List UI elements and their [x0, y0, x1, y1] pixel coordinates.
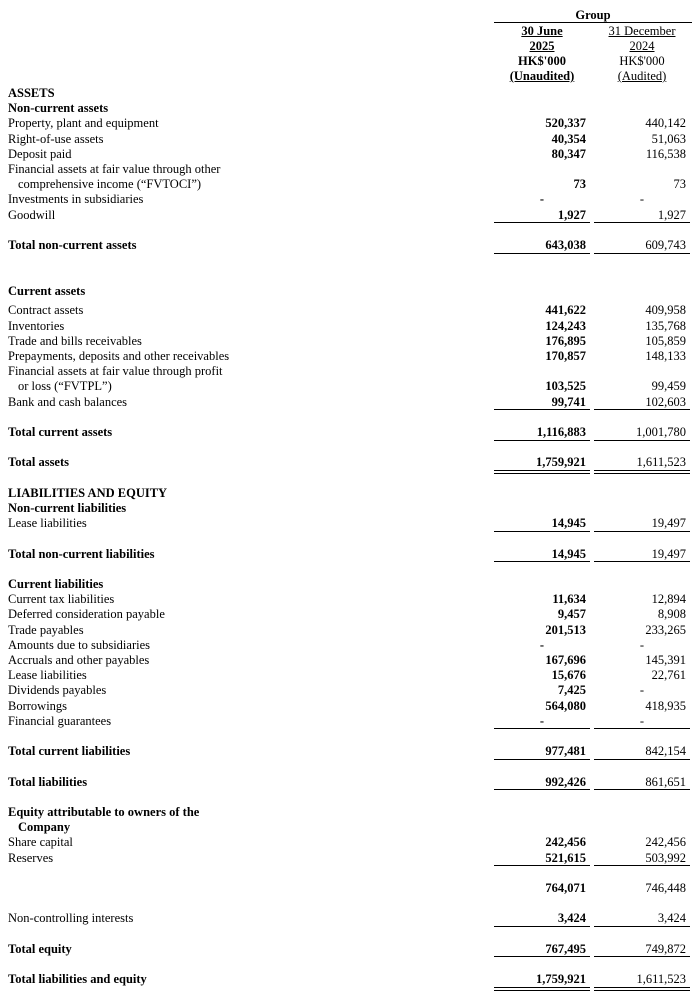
underline-rule-prior	[594, 987, 690, 991]
value-current: 7,425	[557, 683, 586, 698]
row-label: ASSETS	[8, 86, 55, 100]
value-current: 15,676	[551, 668, 586, 683]
value-current: 73	[573, 177, 586, 192]
value-prior: 19,497	[651, 516, 686, 531]
underline-rule-prior	[594, 789, 690, 790]
value-prior: 19,497	[651, 546, 686, 561]
underline-rule-prior	[594, 759, 690, 760]
row-label: Trade payables	[8, 622, 84, 637]
row-label: Current tax liabilities	[8, 592, 115, 607]
value-prior: 1,001,780	[636, 424, 686, 439]
underline-rule-prior	[594, 561, 690, 562]
value-prior: 749,872	[645, 941, 686, 956]
statement-row	[0, 835, 700, 850]
value-current: 11,634	[552, 592, 586, 607]
underline-rule-prior	[594, 470, 690, 474]
row-label: Current assets	[8, 283, 86, 298]
value-current: 1,759,921	[536, 972, 586, 987]
column-header-current	[494, 24, 590, 84]
statement-row	[0, 147, 700, 162]
row-label: Contract assets	[8, 303, 84, 318]
row-label: comprehensive income (“FVTOCI”)	[18, 177, 202, 192]
underline-rule-prior	[594, 440, 690, 441]
value-current: 167,696	[545, 652, 586, 667]
statement-row	[0, 208, 700, 223]
statement-row	[0, 162, 700, 177]
underline-rule-prior	[594, 865, 690, 866]
statement-row	[0, 192, 700, 207]
value-current: 201,513	[545, 622, 586, 637]
statement-row	[0, 486, 700, 501]
value-current: 1,759,921	[536, 455, 586, 470]
row-label: Total current liabilities	[8, 744, 131, 759]
value-prior: -	[639, 192, 645, 207]
value-current: 564,080	[545, 698, 586, 713]
value-current: 14,945	[551, 516, 586, 531]
value-prior: 1,611,523	[636, 455, 686, 470]
row-label: Company	[18, 820, 71, 835]
value-current: 520,337	[545, 116, 586, 131]
value-current: 9,457	[557, 607, 586, 622]
underline-rule-current	[494, 956, 590, 957]
row-label: Financial guarantees	[8, 713, 112, 728]
value-prior: 1,927	[657, 207, 686, 222]
value-prior: 503,992	[645, 850, 686, 865]
statement-row	[0, 516, 700, 531]
row-label: Financial assets at fair value through other	[8, 162, 221, 176]
row-label: Equity attributable to owners of the	[8, 804, 200, 819]
value-prior: 242,456	[645, 835, 686, 850]
underline-rule-current	[494, 470, 590, 474]
value-current: 80,347	[551, 146, 586, 161]
value-current: 767,495	[545, 941, 586, 956]
value-current: -	[539, 637, 545, 652]
value-prior: 73	[673, 177, 686, 192]
statement-row	[0, 177, 700, 192]
value-prior: 145,391	[645, 652, 686, 667]
row-label: Accruals and other payables	[8, 652, 150, 667]
underline-rule-prior	[594, 253, 690, 254]
underline-rule-prior	[594, 409, 690, 410]
row-label: Deposit paid	[8, 146, 72, 161]
underline-rule-current	[494, 728, 590, 729]
column-header-prior-year: 2024	[629, 39, 655, 53]
value-prior: 3,424	[657, 911, 686, 926]
value-prior: 116,538	[645, 146, 686, 161]
underline-rule-prior	[594, 222, 690, 223]
value-prior: 105,859	[645, 333, 686, 348]
statement-row	[0, 942, 700, 957]
column-header-current-unit: HK$'000	[518, 54, 566, 68]
value-prior: 233,265	[645, 622, 686, 637]
statement-row	[0, 334, 700, 349]
underline-rule-current	[494, 987, 590, 991]
row-label: Inventories	[8, 318, 65, 333]
column-header-current-status: (Unaudited)	[509, 69, 575, 83]
statement-row	[0, 851, 700, 866]
statement-row	[0, 132, 700, 147]
statement-row	[0, 638, 700, 653]
row-label: Total equity	[8, 941, 72, 956]
value-prior: 22,761	[651, 668, 686, 683]
statement-row	[0, 101, 700, 116]
underline-rule-current	[494, 253, 590, 254]
value-current: 992,426	[545, 774, 586, 789]
underline-rule-current	[494, 531, 590, 532]
value-prior: -	[639, 683, 645, 698]
row-label: Share capital	[8, 835, 73, 850]
statement-row	[0, 364, 700, 379]
statement-row	[0, 303, 700, 318]
column-header-prior	[594, 24, 690, 84]
statement-row	[0, 699, 700, 714]
value-prior: 418,935	[645, 698, 686, 713]
value-prior: 8,908	[657, 607, 686, 622]
statement-row	[0, 775, 700, 790]
row-label: Current liabilities	[8, 576, 104, 591]
row-label: Investments in subsidiaries	[8, 192, 144, 207]
value-current: 170,857	[545, 348, 586, 363]
row-label: Dividends payables	[8, 683, 107, 698]
value-current: 40,354	[551, 131, 586, 146]
statement-row	[0, 653, 700, 668]
underline-rule-prior	[594, 728, 690, 729]
row-label: Reserves	[8, 850, 54, 865]
value-current: 521,615	[545, 850, 586, 865]
row-label: or loss (“FVTPL”)	[18, 379, 112, 394]
column-header-current-date: 30 June	[521, 24, 563, 38]
statement-row	[0, 284, 700, 299]
value-prior: 409,958	[645, 303, 686, 318]
row-label: Lease liabilities	[8, 668, 87, 683]
column-header-prior-unit: HK$'000	[619, 54, 665, 68]
underline-rule-current	[494, 222, 590, 223]
value-prior: 842,154	[645, 744, 686, 759]
row-label: Goodwill	[8, 207, 56, 222]
value-prior: 12,894	[651, 592, 686, 607]
column-header-prior-date: 31 December	[608, 24, 676, 38]
value-prior: 746,448	[645, 880, 686, 895]
row-label: Non-current assets	[8, 101, 109, 116]
statement-row	[0, 547, 700, 562]
value-current: 1,116,883	[536, 424, 586, 439]
value-current: 242,456	[545, 835, 586, 850]
value-current: 3,424	[557, 911, 586, 926]
row-label: Non-current liabilities	[8, 500, 127, 515]
statement-row	[0, 592, 700, 607]
statement-row	[0, 379, 700, 394]
statement-row	[0, 395, 700, 410]
statement-row	[0, 623, 700, 638]
statement-row	[0, 668, 700, 683]
row-label: Lease liabilities	[8, 516, 87, 531]
row-label: LIABILITIES AND EQUITY	[8, 485, 168, 500]
underline-rule-prior	[594, 956, 690, 957]
value-prior: -	[639, 713, 645, 728]
value-current: 977,481	[545, 744, 586, 759]
underline-rule-current	[494, 926, 590, 927]
row-label: Prepayments, deposits and other receivables	[8, 348, 230, 363]
row-label: Bank and cash balances	[8, 394, 128, 409]
value-current: 103,525	[545, 379, 586, 394]
underline-rule-current	[494, 759, 590, 760]
statement-row	[0, 116, 700, 131]
statement-row	[0, 349, 700, 364]
row-label: Property, plant and equipment	[8, 116, 159, 131]
statement-row	[0, 455, 700, 470]
value-prior: -	[639, 637, 645, 652]
statement-row	[0, 501, 700, 516]
row-label: Total assets	[8, 455, 70, 470]
value-prior: 148,133	[645, 348, 686, 363]
statement-row	[0, 607, 700, 622]
row-label: Financial assets at fair value through profit	[8, 364, 223, 379]
value-prior: 102,603	[645, 394, 686, 409]
underline-rule-current	[494, 440, 590, 441]
row-label: Deferred consideration payable	[8, 607, 165, 622]
underline-rule-current	[494, 409, 590, 410]
statement-row	[0, 683, 700, 698]
statement-row	[0, 319, 700, 334]
statement-row	[0, 744, 700, 759]
statement-row	[0, 805, 700, 820]
column-header-current-year: 2025	[529, 39, 555, 53]
row-label: Total non-current liabilities	[8, 546, 155, 561]
value-current: 124,243	[545, 318, 586, 333]
statement-row	[0, 820, 700, 835]
value-current: 441,622	[545, 303, 586, 318]
group-heading-rule	[494, 22, 692, 23]
row-label: Total liabilities and equity	[8, 972, 147, 987]
column-header-prior-status: (Audited)	[617, 69, 667, 83]
underline-rule-prior	[594, 531, 690, 532]
underline-rule-current	[494, 561, 590, 562]
row-label: Right-of-use assets	[8, 131, 104, 146]
statement-row	[0, 911, 700, 926]
underline-rule-current	[494, 865, 590, 866]
row-label: Amounts due to subsidiaries	[8, 637, 151, 652]
row-label: Total non-current assets	[8, 238, 137, 252]
value-current: 643,038	[545, 238, 586, 252]
value-prior: 609,743	[645, 238, 686, 252]
value-prior: 135,768	[645, 318, 686, 333]
statement-row	[0, 881, 700, 896]
row-label: Total liabilities	[8, 774, 88, 789]
underline-rule-current	[494, 789, 590, 790]
value-current: 99,741	[551, 394, 586, 409]
row-label: Trade and bills receivables	[8, 333, 142, 348]
value-current: 1,927	[557, 207, 586, 222]
statement-row	[0, 972, 700, 987]
statement-row	[0, 238, 700, 253]
underline-rule-prior	[594, 926, 690, 927]
value-prior: 1,611,523	[636, 972, 686, 987]
group-heading: Group	[575, 8, 611, 22]
statement-row	[0, 714, 700, 729]
value-current: 14,945	[551, 546, 586, 561]
row-label: Total current assets	[8, 424, 113, 439]
value-current: 176,895	[545, 333, 586, 348]
value-current: -	[539, 192, 545, 207]
value-prior: 99,459	[651, 379, 686, 394]
statement-row	[0, 577, 700, 592]
row-label: Non-controlling interests	[8, 911, 134, 926]
value-current: -	[539, 713, 545, 728]
statement-row	[0, 425, 700, 440]
row-label: Borrowings	[8, 698, 68, 713]
value-prior: 440,142	[645, 116, 686, 131]
value-prior: 51,063	[651, 131, 686, 146]
statement-row	[0, 86, 700, 101]
value-current: 764,071	[545, 880, 586, 895]
value-prior: 861,651	[645, 774, 686, 789]
